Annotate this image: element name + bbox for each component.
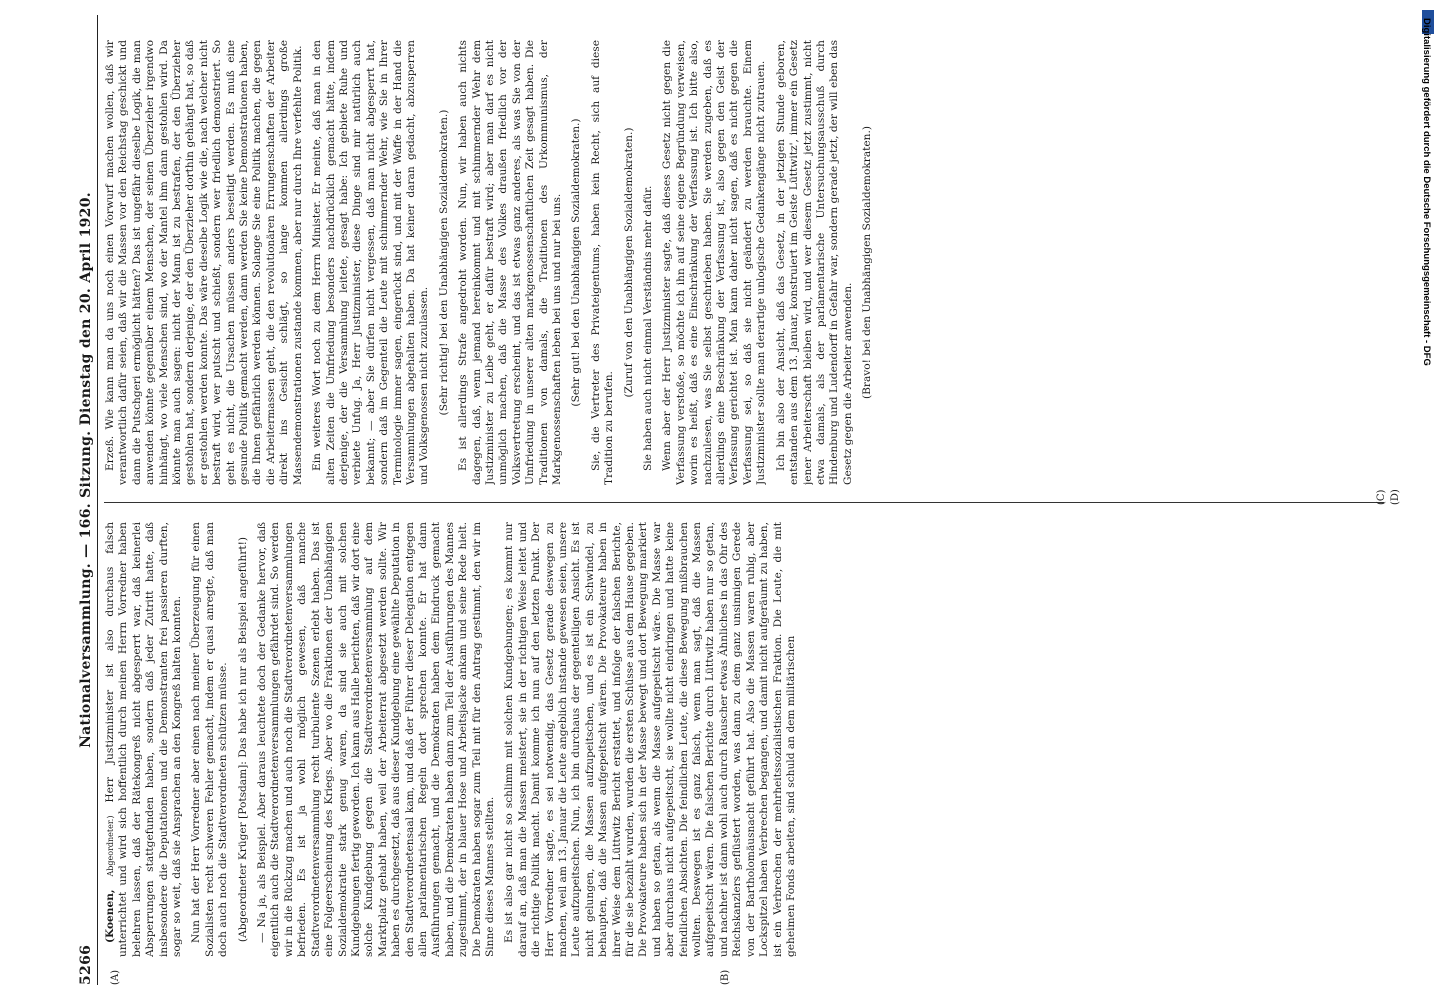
margin-mark-b: (B)	[720, 969, 731, 985]
right-column	[104, 40, 1394, 485]
left-interjection: (Abgeordneter Krüger [Potsdam]: Das habe ich nur als Beispiel angeführt!)	[236, 536, 249, 943]
column-divider	[104, 502, 1384, 503]
margin-mark-a: (A)	[110, 969, 121, 985]
speaker-role: Abgeordneter.)	[106, 815, 115, 877]
left-paragraph-4: Es ist also gar nicht so schlimm mit solchen Kundgebungen; es kommt nur darauf an, daß man die Massen meistert, sie in der richtigen Weise leitet und die richtige Politik macht. Damit komme ich nun auf den letzten Punkt. Der Herr Vorredner sagte, es sei notwendig, das Gesetz gerade deswegen zu machen, weil am 13. Januar die Leute angeblich instande gewesen seien, unsere Leute aufzupeitschen. Nun, ich bin durchaus der gegenteiligen Ansicht. Es ist nicht gelungen, die Massen aufzupeitschen, und es ist ein Schwindel, zu behaupten, daß die Massen aufgepeitscht wären. Die Provokateure haben in ihrer Weise dem Lüttwitz Bericht erstattet, und infolge der falschen Berichte, für die sie bezahlt wurden, wurden die ersten Schüsse aus dem Hause gegeben. Die Provokateure haben sich in der Masse bewegt und dort Bewegung markiert und haben so getan, als wenn die Masse aufgepeitscht wäre. Die Masse war aber durchaus nicht aufgepeitscht, sie wollte nicht eindringen und hatte keine feindlichen Absichten. Die feindlichen Leute, die diese Bewegung mißbrauchen wollten. Deswegen ist es ganz falsch, wenn man sagt, daß die Massen aufgepeitscht wären. Die falschen Berichte durch Lüttwitz haben nur so getan, und nachher ist dann wohl auch durch Rauscher etwas Ähnliches in das Ohr des Reichskanzlers geflüstert worden, was dann zu dem ganz unsinnigen Gerede von der Bartholomäusnacht geführt hat. Also die Massen waren ruhig, aber Lockspitzel haben Verbrechen begangen, und damit nicht aufgeräumt zu haben, ist ein Verbrechen der mehrheitssozialistischen Fraktion. Die Leute, die mit geheimen Fonds arbeiten, sind schuld an dem militärischen	[503, 522, 797, 957]
right-paragraph-9: Ich bin also der Ansicht, daß das Gesetz, in der jetzigen Stunde geboren, entstanden aus dem 13. Januar, konstruiert im Geiste Lüttwitz', immer ein Gesetz jener Arbeiterschaft bleiben wird, und wer diesem Gesetz jetzt zustimmt, nicht etwa damals, als der parlamentarische Untersuchungsausschuß durch Hindenburg und Ludendorff in Gefahr war, sondern gerade jetzt, der will eben das Gesetz gegen die Arbeiter anwenden.	[774, 40, 854, 485]
right-paragraph-3: Es ist allerdings Strafe angedroht worden. Nun, wir haben auch nichts dagegen, daß, wenn jemand hereinkommt und mit schimmernder Wehr dem Justizminister zu Leibe geht, er dafür bestraft wird; aber man darf es nicht unmöglich machen, daß die Masse des Volkes draußen friedlich vor der Volksvertretung erscheint, und das ist etwas ganz anderes, als was Sie von der Umfriedung in unserer alten markgenossenschaftlichen Zeit gesagt haben. Die Traditionen von damals, die Traditionen des Urkommunismus, der Markgenossenschaften leben bei uns und nur bei uns.	[457, 40, 563, 485]
right-interjection-4: (Bravo! bei den Unabhängigen Sozialdemokraten.)	[861, 126, 874, 399]
right-paragraph-7: Sie haben auch nicht einmal Verständnis mehr dafür.	[642, 185, 655, 471]
left-paragraph-3: — Na ja, als Beispiel. Aber daraus leuchtete doch der Gedanke hervor, daß eigentlich auch die Stadtverordnetenversammlungen gefährdet sind. So werden wir in die Rückzug machen und auch noch die Stadtverordnetenversammlungen befrieden. Es ist ja wohl möglich gewesen, daß manche Stadtverordnetenversammlung recht turbulente Szenen erlebt haben. Das ist eine Folgeerscheinung des Kriegs. Aber wo die Fraktionen der Unabhängigen Sozialdemokratie stark genug waren, da sind sie auch mit solchen Kundgebungen fertig geworden. Ich kann aus Halle berichten, daß wir dort eine solche Kundgebung gegen die Stadtverordnetenversammlung auf dem Marktplatz gehabt haben, weil der Arbeiterrat abgesetzt werden sollte. Wir haben es durchgesetzt, daß aus dieser Kundgebung eine gewählte Deputation in den Stadtverordnetensaal kam, und daß der Führer dieser Delegation entgegen allen parlamentarischen Regeln dort sprechen konnte. Er hat dann Ausführungen gemacht, und die Demokraten haben dem Eindruck gemacht haben, und die Demokraten haben dann zum Teil der Ausführungen des Mannes zugestimmt, der in blauer Hose und Arbeitsjacke ankam und seine Rede hielt. Die Demokraten haben sogar zum Teil mit für den Antrag gestimmt, den wir im Sinne dieses Mannes stellten.	[256, 522, 496, 957]
right-interjection-2: (Sehr gut! bei den Unabhängigen Sozialdemokraten.)	[570, 118, 583, 407]
margin-mark-d: (D)	[1390, 489, 1401, 505]
right-paragraph-8: Wenn aber der Herr Justizminister sagte, daß dieses Gesetz nicht gegen die Verfassung verstoße, so möchte ich ihn auf seine eigene Begründung verweisen, worin es heißt, daß es eine Einschränkung der Verfassung ist. Ich bitte also, nachzulesen, was Sie selbst geschrieben haben. Sie werden zugeben, daß es allerdings eine Beschränkung der Verfassung ist, also gegen den Geist der Verfassung gerichtet ist. Man kann daher nicht sagen, daß es nicht gegen die Verfassung sei, so daß sie nicht geändert zu werden brauchte. Einem Justizminister sollte man derartige unlogische Gedankengänge nicht zutrauen.	[661, 40, 768, 485]
right-paragraph-1: Ein weiteres Wort noch zu dem Herrn Minister. Er meinte, daß man in den alten Zeiten die Umfriedung besonders nachdrücklich gemacht hätte, indem derjenige, der die Versammlung leitete, gesagt habe: Ich gebiete Ruhe und verbiete Unfug. Ja, Herr Justizminister, diese Dinge sind mir natürlich auch bekannt; — aber Sie dürfen nicht vergessen, daß man nicht abgesperrt hat, sondern daß im Gegenteil die Leute mit schimmernder Wehr, wie Sie in Ihrer Terminologie immer sagen, eingerückt sind, und mit der Waffe in der Hand die Versammlungen abgehalten haben. Da hat keiner daran gedacht, abzusperren und Volksgenossen nicht zuzulassen.	[311, 40, 431, 485]
left-paragraph-1: Nun hat der Herr Vorredner aber einen nach meiner Überzeugung für einen Sozialisten recht schweren Fehler gemacht, indem er quasi anregte, daß man doch auch noch die Stadtverordneten schützen müsse.	[190, 522, 230, 957]
left-paragraph-0	[104, 522, 184, 957]
right-paragraph-5: Sie, die Vertreter des Privateigentums, haben kein Recht, sich auf diese Tradition zu berufen.	[589, 40, 616, 485]
right-interjection-3: (Zuruf von den Unabhängigen Sozialdemokraten.)	[622, 127, 635, 398]
page-title: Nationalversammlung. — 166. Sitzung. Dienstag den 20. April 1920.	[78, 192, 94, 748]
header-rule	[97, 15, 98, 985]
right-interjection-1: (Sehr richtig! bei den Unabhängigen Sozialdemokraten.)	[437, 109, 450, 416]
margin-mark-c: (C)	[1376, 489, 1387, 505]
left-paragraph-0-text: Herr Justizminister ist also durchaus falsch unterrichtet und wird sich hoffentlich durch meinen Herrn Vorredner haben belehren lassen, daß der Rätekongreß nicht abgesperrt war, daß keinerlei Absperrungen stattgefunden haben, sondern daß jeder Zutritt hatte, daß insbesondere die Deputationen und die Demonstranten frei passieren durften, sogar so weit, daß sie Ansprachen an den Kongreß halten konnten.	[104, 522, 184, 957]
dfg-credit-text: Digitalisierung gefördert durch die Deutsche Forschungsgemeinschaft - DFG	[1421, 18, 1432, 366]
page-header	[70, 15, 94, 985]
rotated-page-content	[70, 15, 1410, 985]
left-column	[104, 522, 1394, 957]
speaker-name: (Koenen,	[104, 889, 116, 943]
page-number: 5266	[78, 944, 94, 985]
right-paragraph-0: Erzeß. Wie kann man da uns noch einen Vorwurf machen wollen, daß wir verantwortlich dafür seien, daß wir die Massen vor den Reichstag geschickt und dann die Putschgeri ermöglicht hätten? Das ist ungefähr dieselbe Logik, die man anwenden könnte gegenüber einem Menschen, der seinen Überzieher irgendwo hinhängt, wo viele Menschen sind, wo der Mantel ihm dann gestohlen wird. Da könnte man auch sagen: nicht der Mann ist zu bestrafen, der den Überzieher gestohlen hat, sondern derjenige, der den Überzieher dorthin gehängt hat, so daß er gestohlen werden konnte. Das wäre dieselbe Logik wie die, nach welcher nicht bestraft wird, wer putscht und schießt, sondern wer friedlich demonstriert. So geht es nicht, die Ursachen müssen anders beseitigt werden. Es muß eine gesunde Politik gemacht werden, dann werden Sie keine Demonstrationen haben, die Ihnen gefährlich werden können. Solange Sie eine Politik machen, die gegen die Arbeitermassen geht, die den revolutionären Errungenschaften der Arbeiter direkt ins Gesicht schlägt, so lange kommen allerdings große Massendemonstrationen zustande kommen, aber nur durch Ihre verfehlte Politik.	[104, 40, 304, 485]
dfg-credit	[1420, 10, 1434, 1000]
